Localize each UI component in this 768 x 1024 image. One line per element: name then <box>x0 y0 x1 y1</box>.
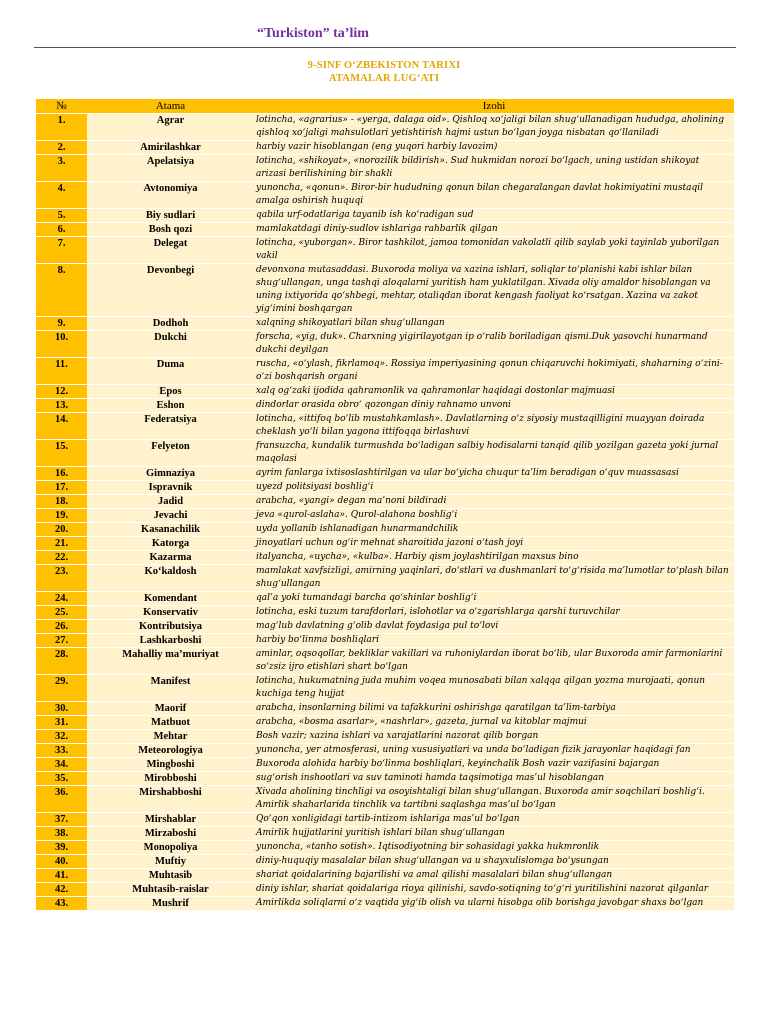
column-header-term: Atama <box>87 99 254 114</box>
table-row <box>36 827 734 841</box>
row-number: 10. <box>36 331 87 358</box>
row-number: 43. <box>36 897 87 911</box>
column-header-definition: Izohi <box>254 99 734 114</box>
row-term: Mirobboshi <box>87 772 254 786</box>
row-definition: lotincha, hukumatning juda muhim voqea munosabati bilan xalqqa qilgan yozma murojaati, qonun kuchiga teng hujjat <box>254 675 734 702</box>
row-definition: jeva «qurol-aslaha». Qurol-alahona boshlig‘i <box>254 509 734 523</box>
row-term: Devonbegi <box>87 264 254 317</box>
table-row <box>36 141 734 155</box>
table-row <box>36 551 734 565</box>
row-term: Mirshablar <box>87 813 254 827</box>
row-number: 15. <box>36 440 87 467</box>
row-definition: ruscha, «o‘ylash, fikrlamoq». Rossiya imperiyasining qonun chiqaruvchi hokimiyati, shaharning o‘zini-o‘zi boshqarish organi <box>254 358 734 385</box>
table-row <box>36 467 734 481</box>
table-row <box>36 758 734 772</box>
row-term: Avtonomiya <box>87 182 254 209</box>
row-term: Ispravnik <box>87 481 254 495</box>
row-term: Bosh qozi <box>87 223 254 237</box>
table-row <box>36 223 734 237</box>
row-term: Matbuot <box>87 716 254 730</box>
row-definition: xalq og‘zaki ijodida qahramonlik va qahramonlar haqidagi dostonlar majmuasi <box>254 385 734 399</box>
table-row <box>36 869 734 883</box>
table-body <box>36 114 734 911</box>
row-definition: lotincha, «ittifoq bo‘lib mustahkamlash». Davlatlarning o‘z siyosiy mustaqilligini muayyan doirada cheklash yo‘li bilan yagona ittifoqqa birlashuvi <box>254 413 734 440</box>
row-term: Felyeton <box>87 440 254 467</box>
table-row <box>36 772 734 786</box>
row-number: 6. <box>36 223 87 237</box>
row-number: 40. <box>36 855 87 869</box>
row-number: 34. <box>36 758 87 772</box>
row-number: 7. <box>36 237 87 264</box>
row-term: Lashkarboshi <box>87 634 254 648</box>
table-row <box>36 634 734 648</box>
table-row <box>36 716 734 730</box>
row-number: 16. <box>36 467 87 481</box>
table-row <box>36 114 734 141</box>
row-term: Konservativ <box>87 606 254 620</box>
row-term: Kazarma <box>87 551 254 565</box>
row-number: 18. <box>36 495 87 509</box>
table-row <box>36 786 734 813</box>
header-divider <box>34 47 736 48</box>
row-definition: jinoyatlari uchun og‘ir mehnat sharoitida jazoni o‘tash joyi <box>254 537 734 551</box>
row-number: 37. <box>36 813 87 827</box>
row-definition: Xivada aholining tinchligi va osoyishtaligi bilan shug‘ullangan. Buxoroda amir soqchilari boshlig‘i. Amirlik shaharlarida tinchlik va tartibni saqlashga mas’ul bo‘lgan <box>254 786 734 813</box>
row-term: Ko‘kaldosh <box>87 565 254 592</box>
row-number: 20. <box>36 523 87 537</box>
row-term: Biy sudlari <box>87 209 254 223</box>
row-definition: lotincha, eski tuzum tarafdorlari, islohotlar va o‘zgarishlarga qarshi turuvchilar <box>254 606 734 620</box>
row-number: 42. <box>36 883 87 897</box>
table-row <box>36 481 734 495</box>
row-number: 22. <box>36 551 87 565</box>
row-number: 29. <box>36 675 87 702</box>
table-row <box>36 331 734 358</box>
row-term: Mirzaboshi <box>87 827 254 841</box>
row-number: 24. <box>36 592 87 606</box>
row-number: 8. <box>36 264 87 317</box>
row-term: Komendant <box>87 592 254 606</box>
row-term: Meteorologiya <box>87 744 254 758</box>
row-definition: Qo‘qon xonligidagi tartib-intizom ishlariga mas’ul bo‘lgan <box>254 813 734 827</box>
table-row <box>36 675 734 702</box>
row-term: Agrar <box>87 114 254 141</box>
table-row <box>36 495 734 509</box>
row-definition: fransuzcha, kundalik turmushda bo‘ladigan salbiy hodisalarni tanqid qilib yozilgan gazeta yoki jurnal maqolasi <box>254 440 734 467</box>
row-term: Dukchi <box>87 331 254 358</box>
table-row <box>36 883 734 897</box>
row-definition: qal’a yoki tumandagi barcha qo‘shinlar boshlig‘i <box>254 592 734 606</box>
table-row <box>36 182 734 209</box>
table-row <box>36 155 734 182</box>
row-term: Mehtar <box>87 730 254 744</box>
table-row <box>36 841 734 855</box>
header-title: “Turkiston” ta’lim <box>257 26 369 41</box>
row-number: 17. <box>36 481 87 495</box>
row-definition: aminlar, oqsoqollar, bekliklar vakillari va ruhoniylardan iborat bo‘lib, ular Buxoroda amir farmonlarini so‘zsiz ijro etishlari shart bo‘lgan <box>254 648 734 675</box>
row-term: Apelatsiya <box>87 155 254 182</box>
row-number: 26. <box>36 620 87 634</box>
row-term: Kontributsiya <box>87 620 254 634</box>
table-row <box>36 702 734 716</box>
row-definition: mag‘lub davlatning g‘olib davlat foydasiga pul to‘lovi <box>254 620 734 634</box>
row-term: Mingboshi <box>87 758 254 772</box>
table-row <box>36 358 734 385</box>
row-term: Monopoliya <box>87 841 254 855</box>
row-definition: shariat qoidalarining bajarilishi va amal qilishi masalalari bilan shug‘ullangan <box>254 869 734 883</box>
row-term: Mahalliy ma’muriyat <box>87 648 254 675</box>
row-definition: arabcha, «bosma asarlar», «nashrlar», gazeta, jurnal va kitoblar majmui <box>254 716 734 730</box>
row-definition: uyezd politsiyasi boshlig‘i <box>254 481 734 495</box>
row-term: Jevachi <box>87 509 254 523</box>
row-definition: lotincha, «shikoyat», «norozilik bildirish». Sud hukmidan norozi bo‘lgach, uning ustidan shikoyat arizasi berilishining bir shakli <box>254 155 734 182</box>
row-definition: devonxona mutasaddasi. Buxoroda moliya va xazina ishlari, soliqlar to‘planishi kabi ishlar bilan shug‘ullangan, unga tashqi aloqalarni yuritish ham yuklatilgan. Xivada oliy amaldor hisoblangan va uning ixtiyorida qo‘shbegi, mehtar, otaliqdan iborat kengash faoliyat ko‘rsatgan. Xazina va zakot yig‘imini boshqargan <box>254 264 734 317</box>
row-number: 36. <box>36 786 87 813</box>
table-row <box>36 648 734 675</box>
row-definition: harbiy vazir hisoblangan (eng yuqori harbiy lavozim) <box>254 141 734 155</box>
table-row <box>36 237 734 264</box>
table-row <box>36 209 734 223</box>
table-row <box>36 399 734 413</box>
row-definition: xalqning shikoyatlari bilan shug‘ullangan <box>254 317 734 331</box>
row-definition: Amirlik hujjatlarini yuritish ishlari bilan shug‘ullangan <box>254 827 734 841</box>
row-term: Jadid <box>87 495 254 509</box>
table-row <box>36 897 734 911</box>
row-definition: dindorlar orasida obro‘ qozongan diniy rahnamo unvoni <box>254 399 734 413</box>
row-term: Epos <box>87 385 254 399</box>
row-definition: ayrim fanlarga ixtisoslashtirilgan va ular bo‘yicha chuqur ta’lim beradigan o‘quv muassasasi <box>254 467 734 481</box>
row-definition: italyancha, «uycha», «kulba». Harbiy qism joylashtirilgan maxsus bino <box>254 551 734 565</box>
row-number: 12. <box>36 385 87 399</box>
row-number: 9. <box>36 317 87 331</box>
document-title-line1: 9-SINF O‘ZBEKISTON TARIXI <box>307 60 461 71</box>
table-row <box>36 592 734 606</box>
table-row <box>36 385 734 399</box>
table-row <box>36 606 734 620</box>
row-definition: yunoncha, «tanho sotish». Iqtisodiyotning bir sohasidagi yakka hukmronlik <box>254 841 734 855</box>
row-number: 35. <box>36 772 87 786</box>
row-number: 4. <box>36 182 87 209</box>
row-term: Duma <box>87 358 254 385</box>
row-definition: harbiy bo‘linma boshliqlari <box>254 634 734 648</box>
table-row <box>36 509 734 523</box>
table-row <box>36 565 734 592</box>
row-term: Mirshabboshi <box>87 786 254 813</box>
row-number: 41. <box>36 869 87 883</box>
row-definition: mamlakatdagi diniy-sudlov ishlariga rahbarlik qilgan <box>254 223 734 237</box>
row-definition: qabila urf-odatlariga tayanib ish ko‘radigan sud <box>254 209 734 223</box>
row-definition: lotincha, «agrarius» - «yerga, dalaga oid». Qishloq xo‘jaligi bilan shug‘ullanadigan hududga, aholining qishloq xo‘jaligi mahsulotlari yetishtirish hajmi ustun bo‘lgan joyga nisbatan qo‘llaniladi <box>254 114 734 141</box>
row-term: Muhtasib <box>87 869 254 883</box>
row-definition: Buxoroda alohida harbiy bo‘linma boshliqlari, keyinchalik Bosh vazir vazifasini bajargan <box>254 758 734 772</box>
row-term: Mushrif <box>87 897 254 911</box>
row-term: Maorif <box>87 702 254 716</box>
table-row <box>36 537 734 551</box>
row-number: 23. <box>36 565 87 592</box>
table-row <box>36 264 734 317</box>
row-number: 33. <box>36 744 87 758</box>
row-definition: sug‘orish inshootlari va suv taminoti hamda taqsimotiga mas’ul hisoblangan <box>254 772 734 786</box>
row-term: Delegat <box>87 237 254 264</box>
row-definition: uyda yollanib ishlanadigan hunarmandchilik <box>254 523 734 537</box>
table-row <box>36 730 734 744</box>
row-term: Federatsiya <box>87 413 254 440</box>
row-term: Gimnaziya <box>87 467 254 481</box>
row-definition: arabcha, insonlarning bilimi va tafakkurini oshirishga qaratilgan ta’lim-tarbiya <box>254 702 734 716</box>
row-number: 38. <box>36 827 87 841</box>
row-definition: mamlakat xavfsizligi, amirning yaqinlari, do‘stlari va dushmanlari to‘g‘risida ma’lumotlar to‘plash bilan shug‘ullangan <box>254 565 734 592</box>
row-number: 13. <box>36 399 87 413</box>
glossary-table <box>36 99 734 911</box>
row-number: 3. <box>36 155 87 182</box>
table-row <box>36 317 734 331</box>
row-number: 27. <box>36 634 87 648</box>
column-header-number: № <box>36 99 87 114</box>
row-definition: forscha, «yig, duk». Charxning yigirilayotgan ip o‘ralib boriladigan qismi.Duk yasovchi hunarmand dukchi deyilgan <box>254 331 734 358</box>
table-row <box>36 440 734 467</box>
row-number: 11. <box>36 358 87 385</box>
row-number: 32. <box>36 730 87 744</box>
row-term: Amirilashkar <box>87 141 254 155</box>
row-number: 5. <box>36 209 87 223</box>
row-definition: arabcha, «yangi» degan ma’noni bildiradi <box>254 495 734 509</box>
table-header-row <box>36 99 734 114</box>
document-title-line2: ATAMALAR LUG‘ATI <box>328 73 440 84</box>
row-term: Kasanachilik <box>87 523 254 537</box>
row-term: Eshon <box>87 399 254 413</box>
row-term: Dodhoh <box>87 317 254 331</box>
row-term: Katorga <box>87 537 254 551</box>
row-number: 31. <box>36 716 87 730</box>
row-definition: lotincha, «yuborgan». Biror tashkilot, jamoa tomonidan vakolatli qilib saylab yoki tayinlab yuborilgan vakil <box>254 237 734 264</box>
row-number: 2. <box>36 141 87 155</box>
table-row <box>36 413 734 440</box>
table-row <box>36 523 734 537</box>
row-definition: diniy ishlar, shariat qoidalariga rioya qilinishi, savdo-sotiqning to‘g‘ri yuritilishini nazorat qilganlar <box>254 883 734 897</box>
row-number: 39. <box>36 841 87 855</box>
table-row <box>36 620 734 634</box>
row-number: 1. <box>36 114 87 141</box>
row-definition: Bosh vazir; xazina ishlari va xarajatlarini nazorat qilib borgan <box>254 730 734 744</box>
row-number: 30. <box>36 702 87 716</box>
row-definition: Amirlikda soliqlarni o‘z vaqtida yig‘ib olish va ularni hisobga olib borishga javobgar shaxs bo‘lgan <box>254 897 734 911</box>
row-number: 21. <box>36 537 87 551</box>
row-term: Muftiy <box>87 855 254 869</box>
row-definition: yunoncha, «qonun». Biror-bir hududning qonun bilan chegaralangan davlat hokimiyatini mustaqil amalga oshirish huquqi <box>254 182 734 209</box>
table-row <box>36 744 734 758</box>
row-number: 25. <box>36 606 87 620</box>
row-number: 19. <box>36 509 87 523</box>
row-term: Muhtasib-raislar <box>87 883 254 897</box>
row-definition: diniy-huquqiy masalalar bilan shug‘ullangan va u shayxulislomga bo‘ysungan <box>254 855 734 869</box>
table-row <box>36 813 734 827</box>
row-number: 14. <box>36 413 87 440</box>
table-row <box>36 855 734 869</box>
row-term: Manifest <box>87 675 254 702</box>
row-definition: yunoncha, yer atmosferasi, uning xususiyatlari va unda bo‘ladigan fizik jarayonlar haqidagi fan <box>254 744 734 758</box>
row-number: 28. <box>36 648 87 675</box>
